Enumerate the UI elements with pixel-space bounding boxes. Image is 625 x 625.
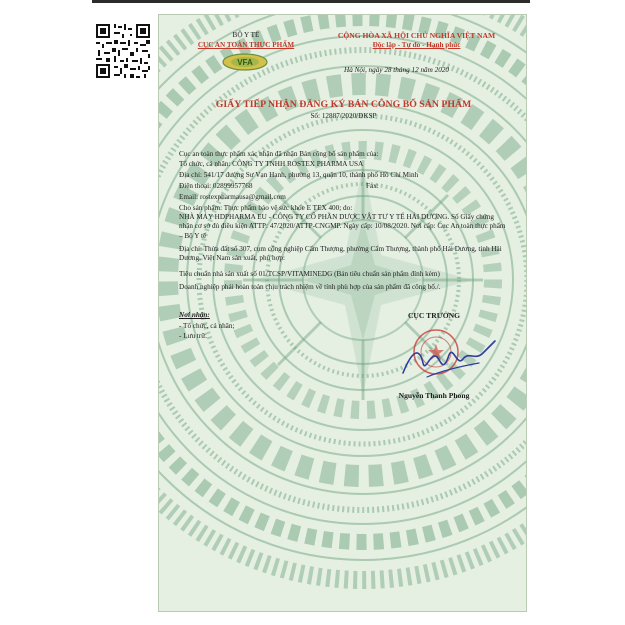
organization-line: Tổ chức, cá nhân: CÔNG TY TNHH ROSTEX PHARMA USA — [179, 160, 364, 168]
vfa-logo — [221, 52, 269, 72]
document-number: Số: 12887/2020/ĐKSP — [310, 112, 377, 120]
document-title: GIẤY TIẾP NHẬN ĐĂNG KÝ BẢN CÔNG BỐ SẢN PHẨM — [215, 99, 472, 110]
manufacturer-address: Địa chỉ: Thửa đất số 307, cụm công nghiệp Cẩm Thượng, phường Cẩm Thượng, thành phố Hải Dương, tỉnh Hải Dương, Việt Nam sản xuất, phù hợp: — [179, 245, 502, 263]
standard-line: Tiêu chuẩn nhà sản xuất số 01/TCSP/VITAMINEDG (Bản tiêu chuẩn sản phẩm đính kèm) — [179, 270, 440, 278]
recipient-item: - Lưu trữ. — [179, 332, 207, 340]
signer-role: CỤC TRƯỞNG — [407, 311, 461, 320]
intro-text: Cục an toàn thực phẩm xác nhận đã nhận Bản công bố sản phẩm của: — [179, 150, 379, 158]
recipients-heading: Nơi nhận: — [179, 311, 210, 319]
ministry-name: BỘ Y TẾ — [232, 31, 260, 39]
manufacturer-info: NHÀ MÁY HDPHARMA EU - CÔNG TY CỔ PHẦN DƯỢC VẬT TƯ Y TẾ HẢI DƯƠNG. Số Giấy chứng nhận cơ sở đủ điều kiện ATTP: 47/2020/ATTP-CNGMP. Ngày cấp: 10/08/2020. Nơi cấp: Cục An toàn thực phẩm – Bộ Y tế — [179, 213, 506, 240]
nation-name: CỘNG HÒA XÃ HỘI CHỦ NGHĨA VIỆT NAM — [337, 31, 496, 40]
organization-fax: Fax: — [366, 182, 379, 190]
organization-phone: Điện thoại: 02899957768 — [179, 182, 253, 190]
signer-name: Nguyễn Thanh Phong — [398, 391, 470, 400]
issue-date: Hà Nội, ngày 28 tháng 12 năm 2020 — [344, 66, 450, 74]
certificate-page — [158, 14, 527, 612]
organization-address: Địa chỉ: 541/17 đường Sư Vạn Hạnh, phường 13, quận 10, thành phố Hồ Chí Minh — [179, 171, 419, 179]
recipient-item: - Tổ chức, cá nhân; — [179, 322, 235, 330]
organization-email: Email: rostexpharmausa@gmail.com — [179, 193, 286, 201]
top-divider — [92, 0, 530, 3]
product-line: Cho sản phẩm: Thực phẩm bảo vệ sức khỏe E TEX 400; do: — [179, 204, 353, 212]
agency-name: CỤC AN TOÀN THỰC PHẨM — [197, 41, 295, 49]
signature — [397, 333, 497, 388]
nation-motto: Độc lập - Tự do - Hạnh phúc — [372, 41, 461, 49]
qr-code — [94, 22, 152, 80]
vfa-logo-text: VFA — [237, 58, 253, 67]
responsibility-line: Doanh nghiệp phải hoàn toàn chịu trách nhiệm về tính phù hợp của sản phẩm đã công bố./. — [179, 283, 441, 291]
